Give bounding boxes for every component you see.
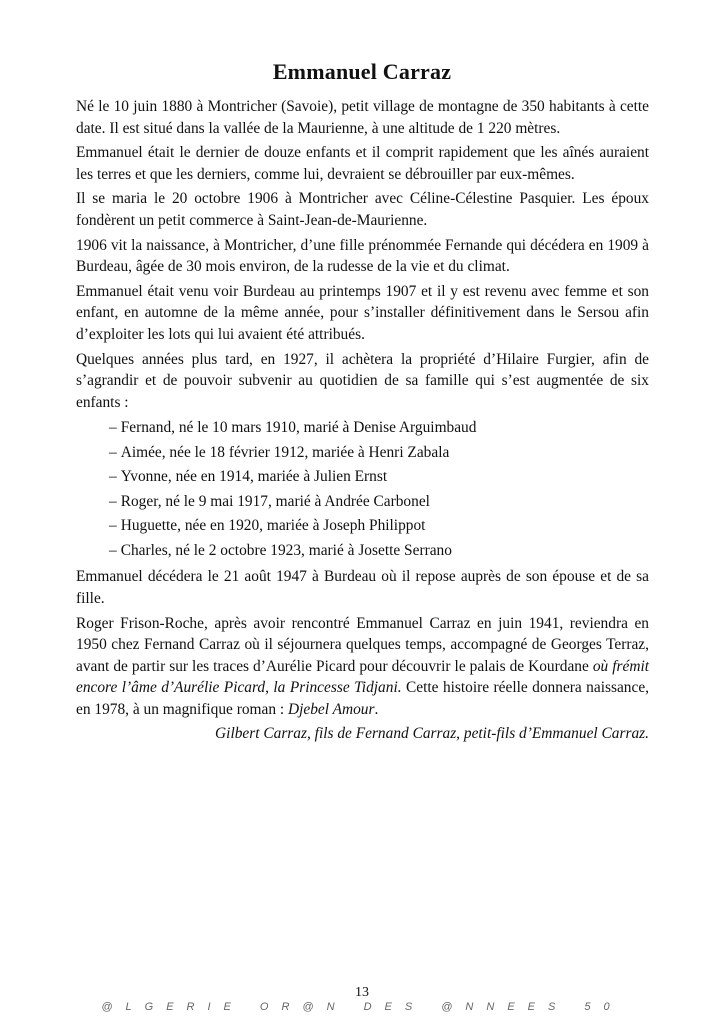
- child-entry: Fernand, né le 10 mars 1910, marié à Denise Arguimbaud: [120, 419, 477, 437]
- list-item: [109, 441, 649, 466]
- list-dash: –: [109, 419, 117, 437]
- list-item: [109, 416, 649, 441]
- footer-credit: @LGERIE OR@N DES @NNEES 50: [101, 1001, 623, 1013]
- child-entry: Yvonne, née en 1914, mariée à Julien Ernst: [120, 468, 388, 486]
- page-title: Emmanuel Carraz: [272, 58, 452, 84]
- paragraph-family: Emmanuel était le dernier de douze enfants et il comprit rapidement que les aînés auraient les terres et que les derniers, comme lui, devraient se débrouiller par eux-mêmes.: [76, 144, 649, 183]
- list-item: [109, 514, 649, 539]
- paragraph-death: Emmanuel décédera le 21 août 1947 à Burdeau où il repose auprès de son épouse et de sa fille.: [76, 568, 649, 607]
- text-segment: .: [374, 700, 379, 718]
- list-dash: –: [109, 468, 117, 486]
- paragraph-property: Quelques années plus tard, en 1927, il achètera la propriété d’Hilaire Furgier, afin de s’agrandir et de pouvoir subvenir au quotidien de sa famille qui s’est augmentée de six enfants :: [76, 350, 649, 411]
- list-item: [109, 539, 649, 564]
- text-segment: Cette histoire réelle donnera naissance, en 1978, à un magnifique roman :: [76, 679, 649, 718]
- paragraph-daughter: 1906 vit la naissance, à Montricher, d’une fille prénommée Fernande qui décédera en 1909 à Burdeau, âgée de 30 mois environ, de la rudesse de la vie et du climat.: [76, 236, 649, 276]
- italic-quote: où frémit encore l’âme d’Aurélie Picard, la Princesse Tidjani.: [76, 657, 649, 697]
- article-body: [76, 96, 649, 748]
- children-list: [76, 416, 649, 563]
- child-entry: Aimée, née le 18 février 1912, mariée à Henri Zabala: [120, 443, 450, 461]
- paragraph-frison-roche: [76, 613, 649, 721]
- child-entry: Roger, né le 9 mai 1917, marié à Andrée Carbonel: [120, 492, 430, 510]
- page-number: 13: [355, 985, 369, 1000]
- text-segment: Roger Frison-Roche, après avoir rencontré Emmanuel Carraz en juin 1941, reviendra en 1950 chez Fernand Carraz où il séjournera quelques temps, accompagné de Georges Terraz, avant de partir sur les traces d’Aurélie Picard pour découvrir le palais de Kourdane: [76, 614, 649, 675]
- list-item: [109, 465, 649, 490]
- list-dash: –: [109, 443, 117, 461]
- signature: Gilbert Carraz, fils de Fernand Carraz, petit-fils d’Emmanuel Carraz.: [215, 725, 649, 743]
- child-entry: Charles, né le 2 octobre 1923, marié à Josette Serrano: [120, 541, 452, 559]
- child-entry: Huguette, née en 1920, mariée à Joseph Philippot: [120, 517, 426, 535]
- paragraph-burdeau: Emmanuel était venu voir Burdeau au printemps 1907 et il y est revenu avec femme et son enfant, en automne de la même année, pour s’installer définitivement dans le Sersou afin d’exploiter les lots qui lui avaient été attribués.: [76, 282, 649, 343]
- book-title: Djebel Amour: [288, 700, 375, 718]
- paragraph-marriage: Il se maria le 20 octobre 1906 à Montricher avec Céline-Célestine Pasquier. Les époux fondèrent un petit commerce à Saint-Jean-de-Maurienne.: [76, 190, 649, 229]
- paragraph-birth: Né le 10 juin 1880 à Montricher (Savoie), petit village de montagne de 350 habitants à cette date. Il est situé dans la vallée de la Maurienne, à une altitude de 1 220 mètres.: [76, 98, 649, 137]
- list-dash: –: [109, 517, 117, 535]
- list-item: [109, 490, 649, 515]
- list-dash: –: [109, 541, 117, 559]
- list-dash: –: [109, 492, 117, 510]
